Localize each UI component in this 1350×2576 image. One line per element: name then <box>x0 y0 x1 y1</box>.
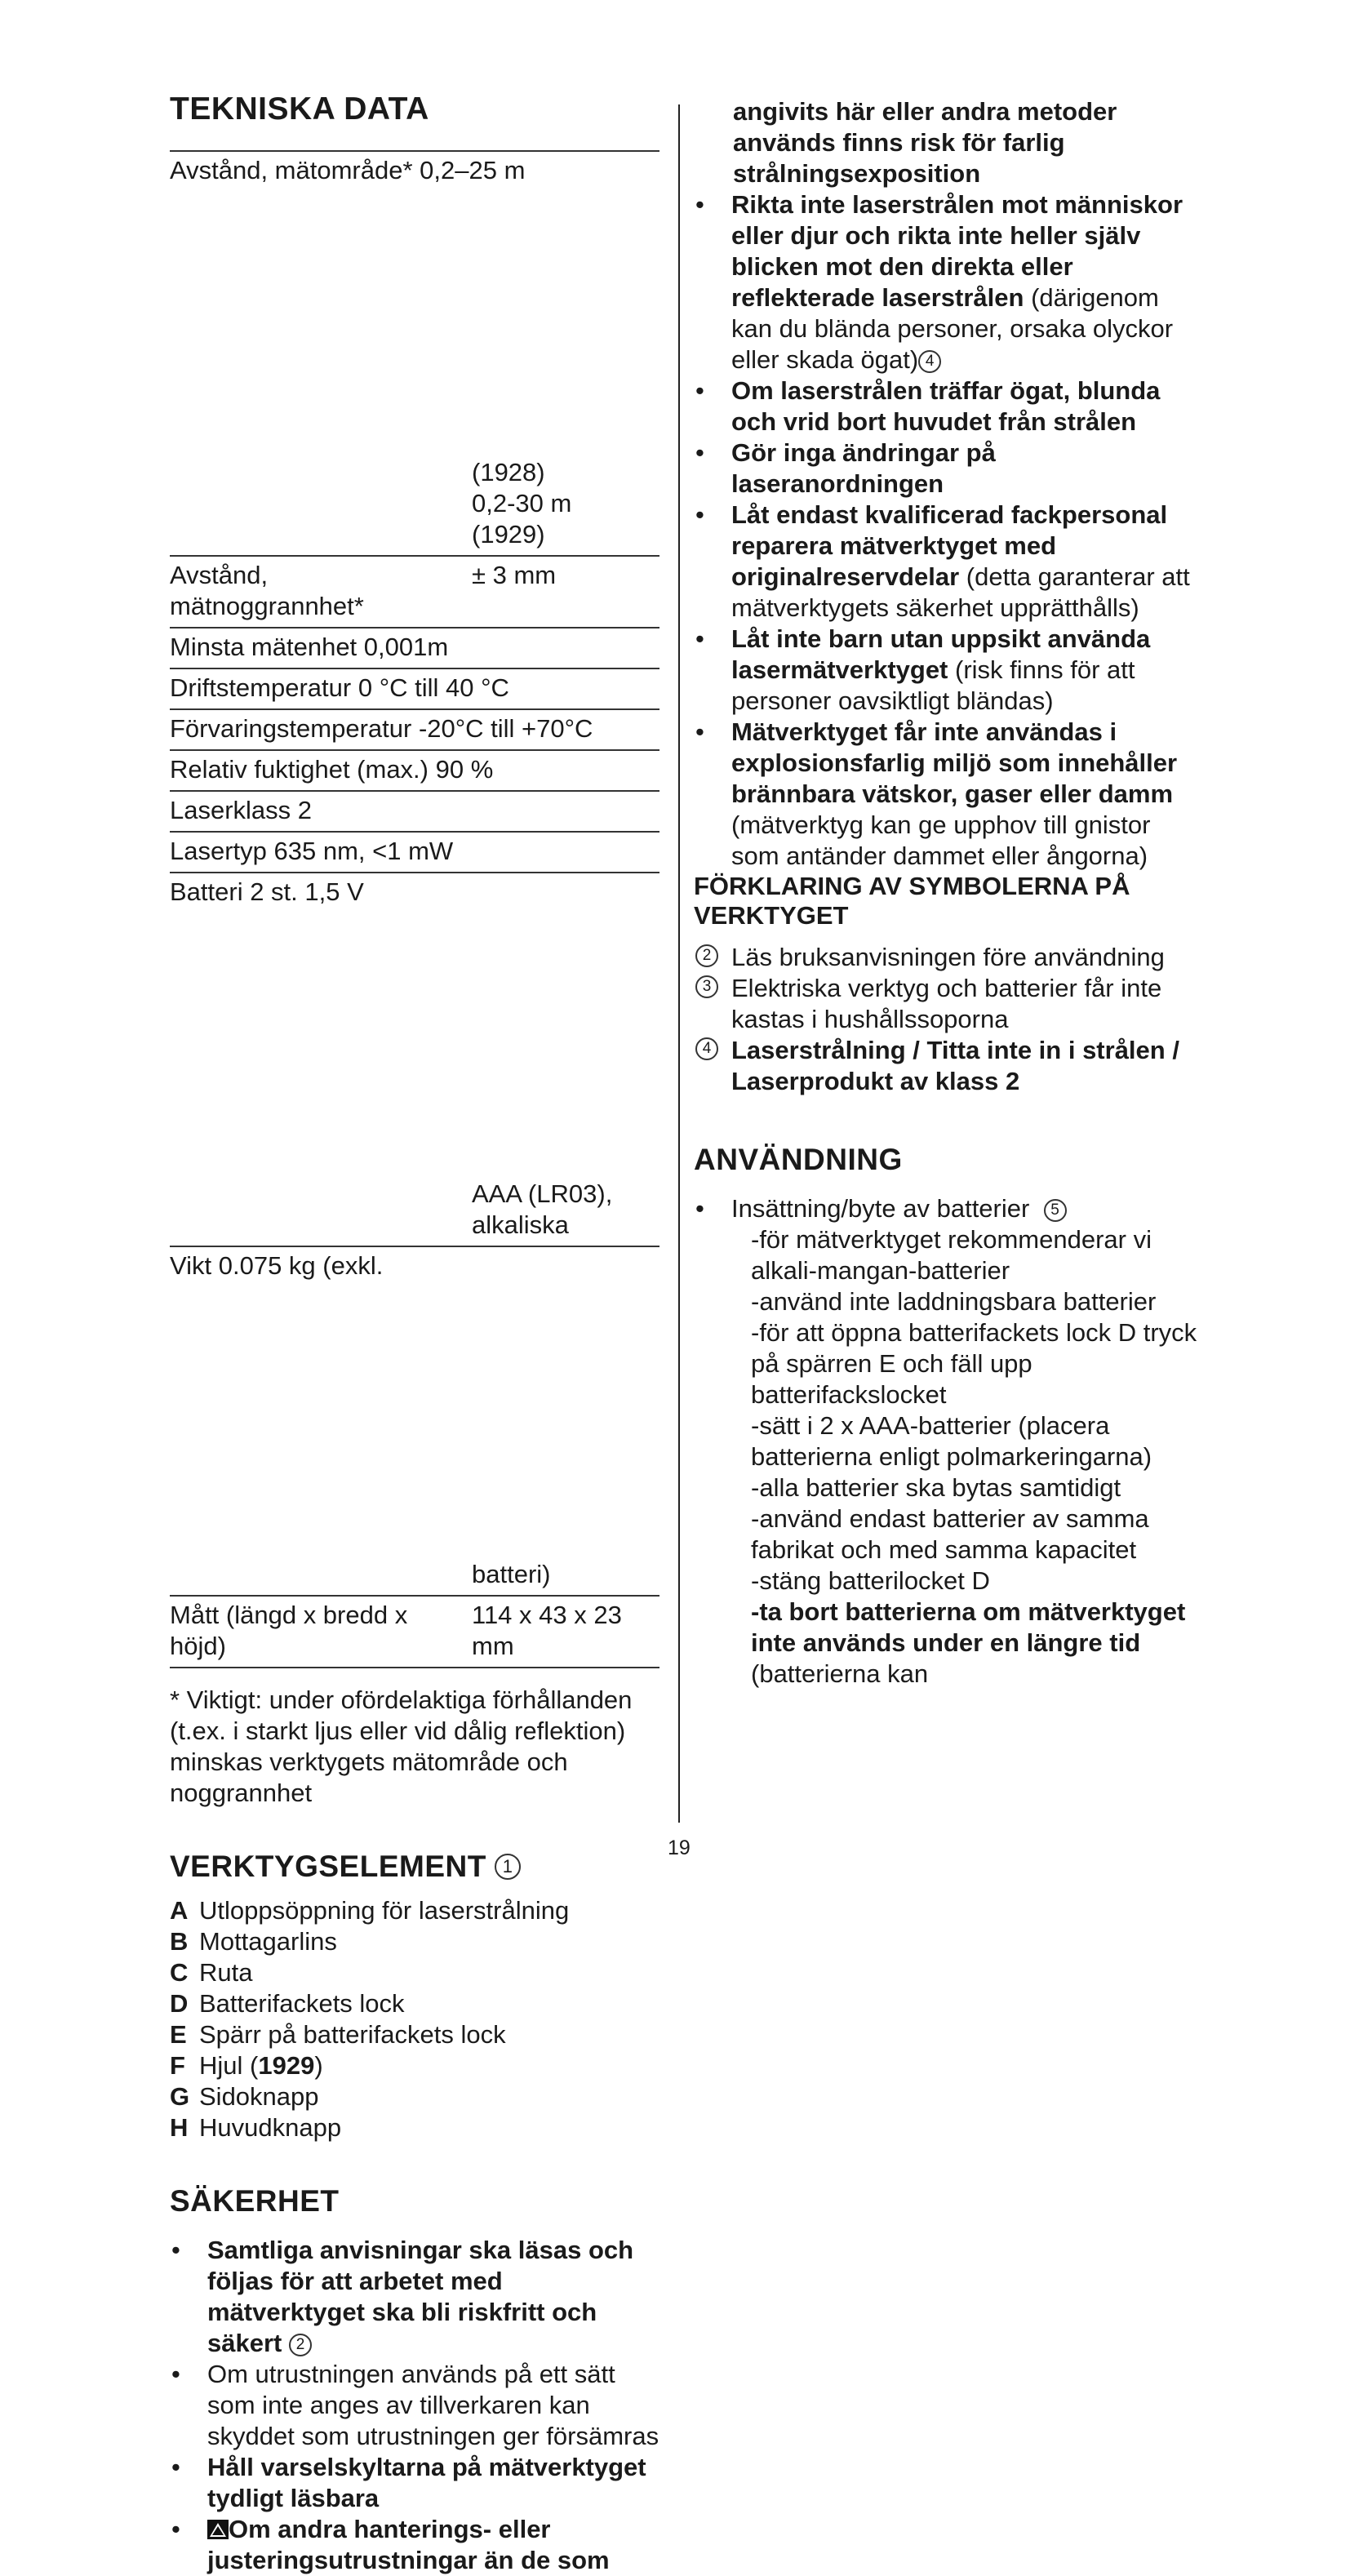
spec-label: Mått (längd x bredd x höjd) <box>170 1601 408 1660</box>
list-item <box>694 973 1200 1035</box>
reference-number-icon: 2 <box>289 2334 312 2356</box>
right-column <box>694 96 1200 1690</box>
usage-text: Insättning/byte av batterier <box>731 1194 1030 1223</box>
spec-row <box>170 669 659 710</box>
safety-list-continued <box>694 189 1200 872</box>
safety-text: Håll varselskyltarna på mätverktyget tydligt läsbara <box>207 2453 646 2512</box>
safety-text: Om laserstrålen träffar ögat, blunda och vrid bort huvudet från strålen <box>731 376 1161 436</box>
safety-continued: angivits här eller andra metoder används finns risk för farlig strålningsexposition <box>733 97 1117 188</box>
spec-label: Vikt 0.075 kg (exkl. <box>170 1251 384 1280</box>
list-item <box>694 189 1200 375</box>
symbols-list <box>694 942 1200 1097</box>
bullet-icon: • <box>695 376 704 405</box>
symbol-text: Elektriska verktyg och batterier får inte kastas i hushållssoporna <box>731 974 1162 1033</box>
usage-step <box>751 1597 1200 1690</box>
bullet-icon: • <box>171 2360 180 2388</box>
list-item <box>694 375 1200 437</box>
page-number: 19 <box>668 1837 691 1859</box>
spec-value: AAA (LR03), <box>472 1179 613 1208</box>
list-item <box>170 2359 659 2452</box>
symbols-heading: FÖRKLARING AV SYMBOLERNA PÅ VERKTYGET <box>694 872 1130 930</box>
laser-warning-icon <box>207 2516 229 2535</box>
spec-row <box>170 152 659 557</box>
symbol-text: Laserstrålning / Titta inte in i strålen / Laserprodukt av klass 2 <box>731 1036 1179 1095</box>
symbol-text: Läs bruksanvisningen före användning <box>731 943 1165 971</box>
item-text: Sidoknapp <box>199 2082 319 2111</box>
spec-table <box>170 150 659 1668</box>
item-text: Spärr på batterifackets lock <box>199 2020 506 2049</box>
list-item <box>694 437 1200 500</box>
safety-text: Samtliga anvisningar ska läsas och följas för att arbetet med mätverktyget ska bli riskfritt och säkert <box>207 2236 634 2357</box>
spec-label: Batteri 2 st. 1,5 V <box>170 877 364 906</box>
reference-number-icon: 4 <box>918 350 941 373</box>
item-letter: D <box>170 1989 189 2018</box>
item-text: Mottagarlins <box>199 1927 337 1956</box>
item-text-bold: 1929 <box>258 2051 315 2080</box>
spec-label: Minsta mätenhet 0,001m <box>170 633 449 661</box>
spec-label: Driftstemperatur 0 °C till 40 °C <box>170 673 509 702</box>
footnote: * Viktigt: under ofördelaktiga förhållanden (t.ex. i starkt ljus eller vid dålig reflektion) minskas verktygets mätområde och noggrannhet <box>170 1686 633 1807</box>
usage-step: -för mätverktyget rekommenderar vi alkali-mangan-batterier <box>751 1225 1152 1285</box>
usage-step: -stäng batterilocket D <box>751 1566 990 1595</box>
list-item <box>170 1895 659 1926</box>
item-letter: H <box>170 2113 189 2142</box>
list-item <box>170 2514 659 2576</box>
item-letter: A <box>170 1896 189 1925</box>
safety-text: (mätverktyg kan ge upphov till gnistor som antänder dammet eller ångorna) <box>731 811 1151 870</box>
reference-number-icon: 1 <box>495 1854 521 1880</box>
spec-row <box>170 873 659 1247</box>
bullet-icon: • <box>695 190 704 219</box>
usage-step-text: (batterierna kan <box>751 1659 929 1688</box>
usage-step: -använd endast batterier av samma fabrikat och med samma kapacitet <box>751 1504 1149 1564</box>
list-item <box>694 1035 1200 1097</box>
reference-number-icon: 4 <box>695 1037 718 1060</box>
spec-value: batteri) <box>472 1560 551 1588</box>
bullet-icon: • <box>171 2236 180 2264</box>
bullet-icon: • <box>695 624 704 653</box>
spec-label: Avstånd, mätområde* 0,2–25 m <box>170 156 526 184</box>
list-item <box>694 717 1200 872</box>
spec-row <box>170 628 659 669</box>
list-item <box>170 2235 659 2359</box>
spec-label: Laserklass 2 <box>170 796 313 824</box>
spec-row <box>170 710 659 751</box>
reference-number-icon: 5 <box>1044 1199 1067 1222</box>
item-text: Ruta <box>199 1958 253 1987</box>
spec-label: Lasertyp 635 nm, <1 mW <box>170 837 454 865</box>
item-letter: C <box>170 1958 189 1987</box>
usage-steps <box>694 1224 1200 1690</box>
item-letter: G <box>170 2082 190 2111</box>
spec-row <box>170 1247 659 1597</box>
item-letter: B <box>170 1927 189 1956</box>
safety-list <box>170 2235 659 2576</box>
safety-text: (detta garanterar att mätverktygets säkerhet upprätthålls) <box>731 562 1190 622</box>
list-item <box>170 2019 659 2050</box>
list-item <box>694 624 1200 717</box>
column-divider <box>678 104 680 1823</box>
item-text: ) <box>314 2051 323 2080</box>
bullet-icon: • <box>695 500 704 529</box>
usage-heading: ANVÄNDNING <box>694 1143 903 1176</box>
safety-text: Låt endast kvalificerad fackpersonal reparera mätverktyget med originalreservdelar <box>731 500 1168 591</box>
safety-text: Om utrustningen används på ett sätt som inte anges av tillverkaren kan skyddet som utrustningen ger försämras <box>207 2360 659 2450</box>
tech-data-heading: TEKNISKA DATA <box>170 91 429 127</box>
safety-text: Låt inte barn utan uppsikt använda lasermätverktyget <box>731 624 1151 684</box>
safety-heading: SÄKERHET <box>170 2184 340 2218</box>
reference-number-icon: 2 <box>695 944 718 967</box>
list-item <box>694 942 1200 973</box>
spec-row <box>170 833 659 873</box>
item-text: Huvudknapp <box>199 2113 342 2142</box>
spec-label: Avstånd, mätnoggrannhet* <box>170 561 364 620</box>
list-item <box>170 1957 659 1988</box>
item-text: Hjul ( <box>199 2051 259 2080</box>
elements-list <box>170 1895 659 2143</box>
bullet-icon: • <box>695 1194 704 1223</box>
list-item <box>170 2452 659 2514</box>
usage-step: -sätt i 2 x AAA-batterier (placera batterierna enligt polmarkeringarna) <box>751 1411 1152 1471</box>
usage-step: -använd inte laddningsbara batterier <box>751 1287 1157 1316</box>
list-item <box>170 2081 659 2112</box>
list-item <box>170 2112 659 2143</box>
safety-text: (risk finns för att personer oavsiktligt bländas) <box>731 655 1135 715</box>
safety-text: (därigenom kan du blända personer, orsaka olyckor eller skada ögat) <box>731 283 1174 374</box>
reference-number-icon: 3 <box>695 975 718 998</box>
spec-value: (1929) <box>472 520 545 549</box>
spec-value: 114 x 43 x 23 mm <box>472 1601 622 1660</box>
list-item <box>694 500 1200 624</box>
item-text: Utloppsöppning för laserstrålning <box>199 1896 570 1925</box>
bullet-icon: • <box>171 2515 180 2543</box>
spec-value: (1928) <box>472 458 545 486</box>
safety-text: Mätverktyget får inte användas i explosionsfarlig miljö som innehåller brännbara vätskor, gaser eller damm <box>731 717 1178 808</box>
usage-step: -alla batterier ska bytas samtidigt <box>751 1473 1121 1502</box>
list-item <box>170 1988 659 2019</box>
spec-row <box>170 792 659 833</box>
list-item <box>694 1193 1200 1224</box>
spec-label: Relativ fuktighet (max.) 90 % <box>170 755 494 784</box>
elements-heading-row <box>170 1850 659 1884</box>
safety-text: Gör inga ändringar på laseranordningen <box>731 438 996 498</box>
left-column <box>170 91 659 2576</box>
bullet-icon: • <box>171 2453 180 2481</box>
usage-step-bold: -ta bort batterierna om mätverktyget inte används under en längre tid <box>751 1597 1186 1657</box>
elements-heading: VERKTYGSELEMENT <box>170 1850 486 1883</box>
spec-label: Förvaringstemperatur -20°C till +70°C <box>170 714 593 743</box>
spec-value: alkaliska <box>472 1210 569 1239</box>
usage-list <box>694 1193 1200 1224</box>
spec-value: ± 3 mm <box>472 561 557 589</box>
bullet-icon: • <box>695 717 704 746</box>
list-item <box>170 2050 659 2081</box>
spec-row <box>170 751 659 792</box>
item-letter: E <box>170 2020 187 2049</box>
spec-value: 0,2-30 m <box>472 489 572 517</box>
list-item <box>170 1926 659 1957</box>
spec-row <box>170 557 659 628</box>
safety-text: Rikta inte laserstrålen mot människor eller djur och rikta inte heller själv blicken mot den direkta eller reflekterade laserstrålen <box>731 190 1183 312</box>
item-letter: F <box>170 2051 185 2080</box>
item-text: Batterifackets lock <box>199 1989 405 2018</box>
usage-step: -för att öppna batterifackets lock D tryck på spärren E och fäll upp batterifackslocket <box>751 1318 1197 1409</box>
bullet-icon: • <box>695 438 704 467</box>
spec-row <box>170 1597 659 1668</box>
safety-text: Om andra hanterings- eller justeringsutrustningar än de som <box>207 2515 610 2574</box>
